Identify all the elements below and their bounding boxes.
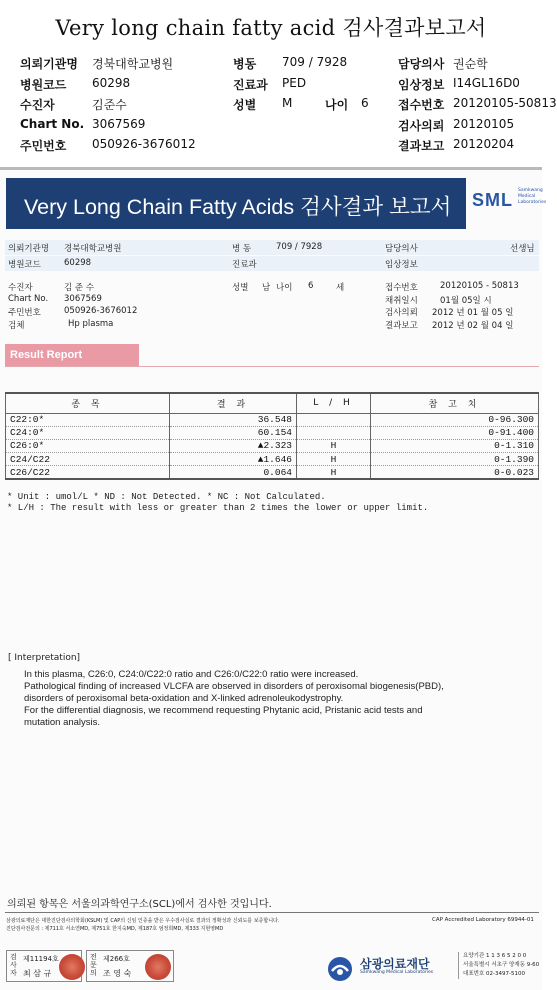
r-value-patient: 김 준 수 bbox=[64, 283, 95, 293]
r-value-collect: 01월 05일 시 bbox=[440, 296, 492, 306]
contact-info bbox=[458, 952, 540, 979]
seal-stamp-icon bbox=[59, 954, 85, 980]
footer-divider bbox=[5, 912, 539, 913]
interpretation-line: For the differential diagnosis, we recommend requesting Phytanic acid, Pristanic acid tests and bbox=[24, 705, 423, 716]
sig-license: 제266호 bbox=[103, 955, 130, 963]
foundation-emblem-icon bbox=[326, 955, 354, 983]
label-institution: 의뢰기관명 bbox=[20, 57, 78, 71]
summary-grid bbox=[20, 55, 557, 158]
sig-role: 검사자 bbox=[10, 953, 17, 977]
foundation-logo bbox=[326, 955, 456, 983]
summary-row bbox=[20, 96, 557, 117]
table-row bbox=[6, 453, 539, 466]
value-department: PED bbox=[282, 75, 307, 90]
contact-line: 대표번호 02-3497-5100 bbox=[463, 971, 525, 977]
cell-test: C26/C22 bbox=[6, 466, 170, 479]
value-ward: 709 / 7928 bbox=[282, 55, 348, 69]
label-request-date: 검사의뢰 bbox=[398, 118, 445, 133]
label-patient: 수진자 bbox=[20, 98, 55, 112]
value-hospital-code: 60298 bbox=[92, 75, 131, 90]
scanned-report bbox=[0, 167, 547, 990]
cell-flag bbox=[297, 426, 371, 439]
label-age: 나이 bbox=[325, 98, 349, 112]
label-clinical-info: 임상정보 bbox=[398, 77, 445, 92]
report-banner: Very Long Chain Fatty Acids 검사결과 보고서 bbox=[6, 178, 466, 229]
r-label-chart: Chart No. bbox=[8, 294, 49, 304]
value-report-date: 20120204 bbox=[453, 137, 515, 151]
cell-test: C22:0* bbox=[6, 413, 170, 426]
signature-tester bbox=[6, 950, 82, 982]
r-value-doctor: 선생님 bbox=[510, 244, 535, 254]
r-value-chart: 3067569 bbox=[64, 294, 102, 304]
r-label-department: 진료과 bbox=[232, 260, 257, 270]
interpretation-line: Pathological finding of increased VLCFA are observed in disorders of peroxisomal biogenesis(PBD), bbox=[24, 681, 444, 692]
r-label-clinical-info: 임상정보 bbox=[385, 260, 418, 270]
logo-text: SML bbox=[472, 190, 513, 210]
label-rrn: 주민번호 bbox=[20, 139, 67, 153]
r-value-age: 6 bbox=[308, 281, 314, 291]
cell-flag: H bbox=[297, 466, 371, 479]
sig-license: 제11194호 bbox=[23, 955, 59, 963]
r-value-institution: 경북대학교병원 bbox=[64, 244, 122, 254]
value-request-date: 20120105 bbox=[453, 116, 515, 131]
cap-label: CAP Accredited Laboratory 69944-01 bbox=[432, 917, 534, 923]
r-value-report: 2012 년 02 월 04 일 bbox=[432, 321, 514, 331]
value-chart-no: 3067569 bbox=[92, 116, 146, 131]
sig-name: 조 영 숙 bbox=[103, 969, 132, 978]
interpretation-line: In this plasma, C26:0, C24:0/C22:0 ratio and C26:0/C22:0 ratio were increased. bbox=[24, 669, 359, 680]
contact-line: 요양기관 1 1 3 6 5 2 0 0 bbox=[463, 953, 527, 959]
label-sex: 성별 bbox=[233, 98, 257, 112]
value-institution: 경북대학교병원 bbox=[92, 57, 174, 71]
value-receipt-no: 20120105-50813 bbox=[453, 96, 557, 110]
interpretation-line: mutation analysis. bbox=[24, 717, 101, 728]
interpretation-line: disorders of peroxisomal beta-oxidation and X-linked adrenoleukodystrophy. bbox=[24, 693, 344, 704]
cell-flag: H bbox=[297, 453, 371, 466]
summary-row bbox=[20, 137, 540, 158]
cell-reference: 0-1.390 bbox=[371, 453, 539, 466]
r-value-ward: 709 / 7928 bbox=[276, 242, 323, 252]
r-label-sex: 성별 bbox=[232, 283, 249, 293]
r-value-specimen: Hp plasma bbox=[68, 319, 114, 329]
r-label-request: 검사의뢰 bbox=[385, 308, 418, 318]
cell-result: ▲1.646 bbox=[170, 453, 297, 466]
accreditation-fineprint: 삼광의료재단은 대한진단검사의학회(KSLM) 및 CAP의 신임 인증을 받은 우수검사실로 결과의 정확성과 신뢰도를 보증합니다. bbox=[6, 918, 280, 924]
pathologists-fineprint: 진단검사전문의 : 제711호 서소연MD, 제751호 한지숙MD, 제187호 엄정희MD, 제333 지현영MD bbox=[6, 926, 224, 932]
label-chart-no: Chart No. bbox=[20, 116, 85, 131]
seal-stamp-icon bbox=[145, 954, 171, 980]
header-flag: L / H bbox=[297, 393, 371, 413]
r-label-receipt: 접수번호 bbox=[385, 283, 418, 293]
result-report-tab: Result Report bbox=[5, 344, 139, 366]
summary-header bbox=[0, 0, 557, 165]
cell-flag: H bbox=[297, 439, 371, 452]
summary-row bbox=[20, 117, 540, 138]
value-patient: 김준수 bbox=[92, 98, 127, 112]
sig-role: 전문의 bbox=[90, 953, 97, 977]
unit-note: * Unit : umol/L * ND : Not Detected. * NC : Not Calculated. bbox=[7, 492, 326, 502]
lh-note: * L/H : The result with less or greater than 2 times the lower or upper limit. bbox=[7, 503, 429, 513]
table-row bbox=[6, 426, 539, 439]
summary-row bbox=[20, 55, 540, 76]
value-rrn: 050926-3676012 bbox=[92, 137, 196, 151]
result-divider bbox=[5, 366, 539, 367]
referral-lab-note: 의뢰된 항목은 서울의과학연구소(SCL)에서 검사한 것입니다. bbox=[7, 899, 272, 910]
cell-result: 0.064 bbox=[170, 466, 297, 479]
cell-flag bbox=[297, 413, 371, 426]
table-row bbox=[6, 413, 539, 426]
interpretation-heading: [ Interpretation] bbox=[8, 653, 81, 663]
r-age-unit: 세 bbox=[336, 283, 345, 293]
header-test: 종 목 bbox=[6, 393, 170, 413]
cell-reference: 0-1.310 bbox=[371, 439, 539, 452]
summary-row bbox=[20, 76, 540, 97]
r-label-report: 결과보고 bbox=[385, 321, 418, 331]
r-value-hospital-code: 60298 bbox=[64, 258, 92, 268]
contact-line: 서울특별시 서초구 양재동 9-60 bbox=[463, 962, 540, 968]
cell-result: ▲2.323 bbox=[170, 439, 297, 452]
r-label-patient: 수진자 bbox=[8, 283, 33, 293]
r-label-collect: 채취일시 bbox=[385, 296, 418, 306]
table-row bbox=[6, 466, 539, 479]
value-age: 6 bbox=[361, 96, 369, 110]
cell-reference: 0-0.023 bbox=[371, 466, 539, 479]
cell-reference: 0-96.300 bbox=[371, 413, 539, 426]
r-value-receipt: 20120105 - 50813 bbox=[440, 281, 519, 291]
value-doctor: 권순학 bbox=[453, 57, 488, 71]
signature-specialist bbox=[86, 950, 174, 982]
r-label-ward: 병 동 bbox=[232, 244, 252, 254]
cell-reference: 0-91.400 bbox=[371, 426, 539, 439]
cell-test: C24:0* bbox=[6, 426, 170, 439]
label-doctor: 담당의사 bbox=[398, 57, 445, 71]
sig-name: 최 삼 규 bbox=[23, 969, 52, 978]
sml-logo bbox=[472, 184, 547, 224]
r-label-hospital-code: 병원코드 bbox=[8, 260, 41, 270]
table-header-row bbox=[6, 393, 539, 413]
foundation-subname: Samkwang Medical Laboratories bbox=[360, 970, 434, 975]
label-hospital-code: 병원코드 bbox=[20, 77, 67, 92]
r-value-sex: 남 bbox=[262, 283, 271, 293]
cell-result: 36.548 bbox=[170, 413, 297, 426]
cell-result: 60.154 bbox=[170, 426, 297, 439]
summary-title: Very long chain fatty acid 검사결과보고서 bbox=[55, 16, 487, 40]
r-label-specimen: 검체 bbox=[8, 321, 25, 331]
header-reference: 참 고 치 bbox=[371, 393, 539, 413]
header-result: 결 과 bbox=[170, 393, 297, 413]
r-value-rrn: 050926-3676012 bbox=[64, 306, 138, 316]
value-sex: M bbox=[282, 96, 293, 110]
r-label-age: 나이 bbox=[276, 283, 293, 293]
foundation-name: 삼광의료재단 bbox=[360, 957, 430, 971]
label-report-date: 결과보고 bbox=[398, 139, 445, 153]
cell-test: C24/C22 bbox=[6, 453, 170, 466]
label-ward: 병동 bbox=[233, 57, 257, 71]
results-table bbox=[5, 392, 539, 480]
r-label-institution: 의뢰기관명 bbox=[8, 244, 50, 254]
label-receipt-no: 접수번호 bbox=[398, 98, 445, 112]
cell-test: C26:0* bbox=[6, 439, 170, 452]
r-label-rrn: 주민번호 bbox=[8, 308, 41, 318]
logo-subtext: Samkwang Medical Laboratories bbox=[518, 188, 547, 205]
r-value-request: 2012 년 01 월 05 일 bbox=[432, 308, 514, 318]
table-row bbox=[6, 439, 539, 452]
label-department: 진료과 bbox=[233, 77, 268, 92]
r-label-doctor: 담당의사 bbox=[385, 244, 418, 254]
value-clinical-info: I14GL16D0 bbox=[453, 75, 520, 90]
interpretation-text bbox=[24, 669, 534, 729]
